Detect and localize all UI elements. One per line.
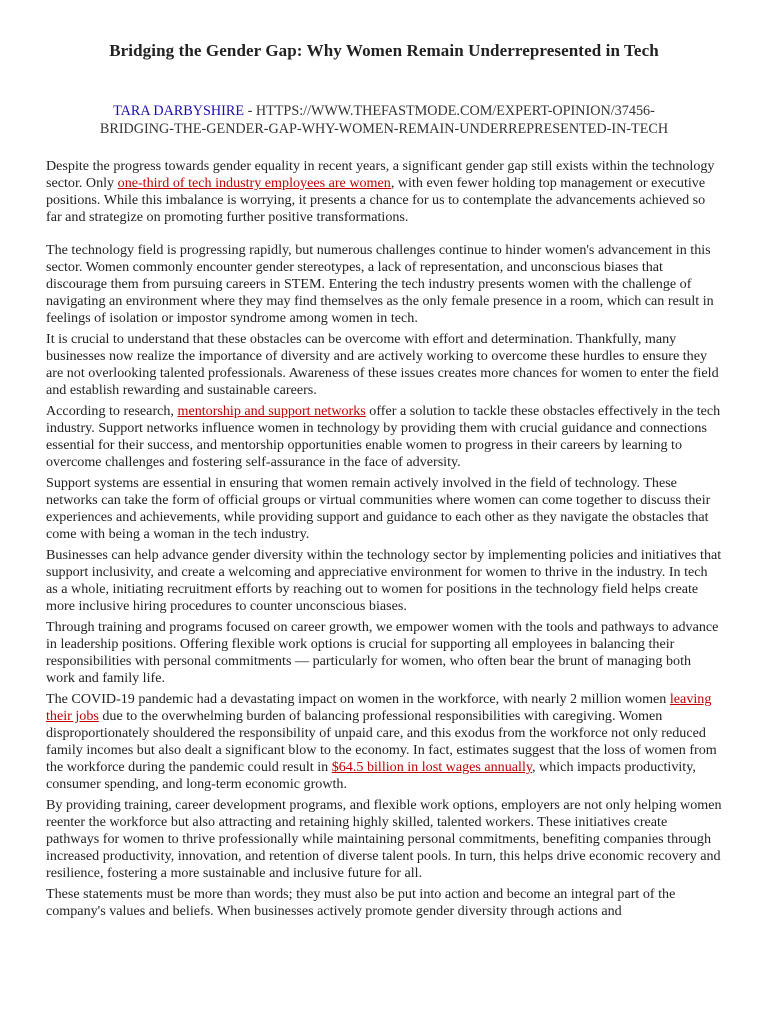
paragraph-6: Businesses can help advance gender diversity within the technology sector by implementing policies and initiatives that support inclusivity, and create a welcoming and appreciative environment for women to thrive in the industry. In tech as a whole, initiating recruitment efforts by reaching out to women for positions in the technology field helps create more inclusive hiring procedures to counter unconscious biases. [46,547,722,614]
paragraph-10: These statements must be more than words; they must also be put into action and become an integral part of the company's values and beliefs. When businesses actively promote gender diversity through actions and [46,886,676,919]
link-mentorship-networks[interactable]: mentorship and support networks [177,403,366,419]
link-one-third-women[interactable]: one-third of tech industry employees are women [117,175,391,191]
paragraph-3: It is crucial to understand that these obstacles can be overcome with effort and determination. Thankfully, many businesses now realize the importance of diversity and are actively working to overcome these hurdles to ensure they are not overlooking talented professionals. Awareness of these issues creates more chances for women to enter the field and establish rewarding and sustainable careers. [46,331,719,398]
paragraph-text: , which impacts productivity, consumer spending, and long-term economic growth. [46,759,696,792]
author-link[interactable]: TARA DARBYSHIRE [113,103,245,119]
source-url-part2[interactable]: BRIDGING-THE-GENDER-GAP-WHY-WOMEN-REMAIN-UNDERREPRESENTED-IN-TECH [99,121,669,137]
paragraph-1 [46,158,722,226]
paragraph-8 [46,691,722,793]
paragraph-7: Through training and programs focused on career growth, we empower women with the tools and pathways to advance in leadership positions. Offering flexible work options is crucial for supporting all employees in balancing their responsibilities with personal commitments — particularly for women, who often bear the brunt of managing both work and family life. [46,619,719,686]
paragraph-text: due to the overwhelming burden of balancing professional responsibilities with caregiving. Women disproportionately shouldered the responsibility of unpaid care, and this exodus from the workforce not only reduced family incomes but also dealt a significant blow to the economy. In fact, estimates suggest that the loss of women from the workforce during the pandemic could result in [46,708,717,775]
link-lost-wages[interactable]: $64.5 billion in lost wages annually [331,759,532,775]
paragraph-text: According to research, [46,403,178,419]
article-title: Bridging the Gender Gap: Why Women Remain Underrepresented in Tech [109,41,659,60]
paragraph-2: The technology field is progressing rapidly, but numerous challenges continue to hinder women's advancement in this sector. Women commonly encounter gender stereotypes, a lack of representation, and unconscious biases that discourage them from pursuing careers in STEM. Entering the tech industry presents women with the challenge of navigating an environment where they may find themselves as the only female presence in a room, which can result in feelings of isolation or impostor syndrome among women in tech. [46,242,714,326]
paragraph-text: , with even fewer holding top management or executive positions. While this imbalance is worrying, it presents a chance for us to contemplate the advancements achieved so far and strategize on promoting further positive transformations. [46,175,706,225]
link-leaving-their-jobs[interactable]: leaving their jobs [46,691,712,724]
paragraph-text: The COVID-19 pandemic had a devastating impact on women in the workforce, with nearly 2 million women [46,691,670,707]
paragraph-text: Despite the progress towards gender equality in recent years, a significant gender gap still exists within the technology sector. Only [46,158,715,191]
article-body [46,158,722,920]
byline [46,102,722,138]
source-url-part1[interactable]: HTTPS://WWW.THEFASTMODE.COM/EXPERT-OPINION/37456- [255,103,655,119]
paragraph-text: offer a solution to tackle these obstacles effectively in the tech industry. Support networks influence women in technology by providing them with crucial guidance and connections essential for their success, and mentorship opportunities enable women to progress in their careers by learning to overcome challenges and fostering self-assurance in the face of adversity. [46,403,721,470]
paragraph-5: Support systems are essential in ensuring that women remain actively involved in the field of technology. These networks can take the form of official groups or virtual communities where women can come together to discuss their experiences and achievements, while providing support and guidance to each other as they navigate the obstacles that come with being a woman in the tech industry. [46,475,711,542]
paragraph-4 [46,403,722,471]
byline-separator: - [244,103,256,119]
paragraph-9: By providing training, career development programs, and flexible work options, employers are not only helping women reenter the workforce but also attracting and retaining highly skilled, talented workers. These initiatives create pathways for women to thrive professionally while maintaining personal commitments, benefiting companies through increased productivity, innovation, and retention of diverse talent pools. In turn, this helps drive economic recovery and resilience, fostering a more sustainable and inclusive future for all. [46,797,722,881]
